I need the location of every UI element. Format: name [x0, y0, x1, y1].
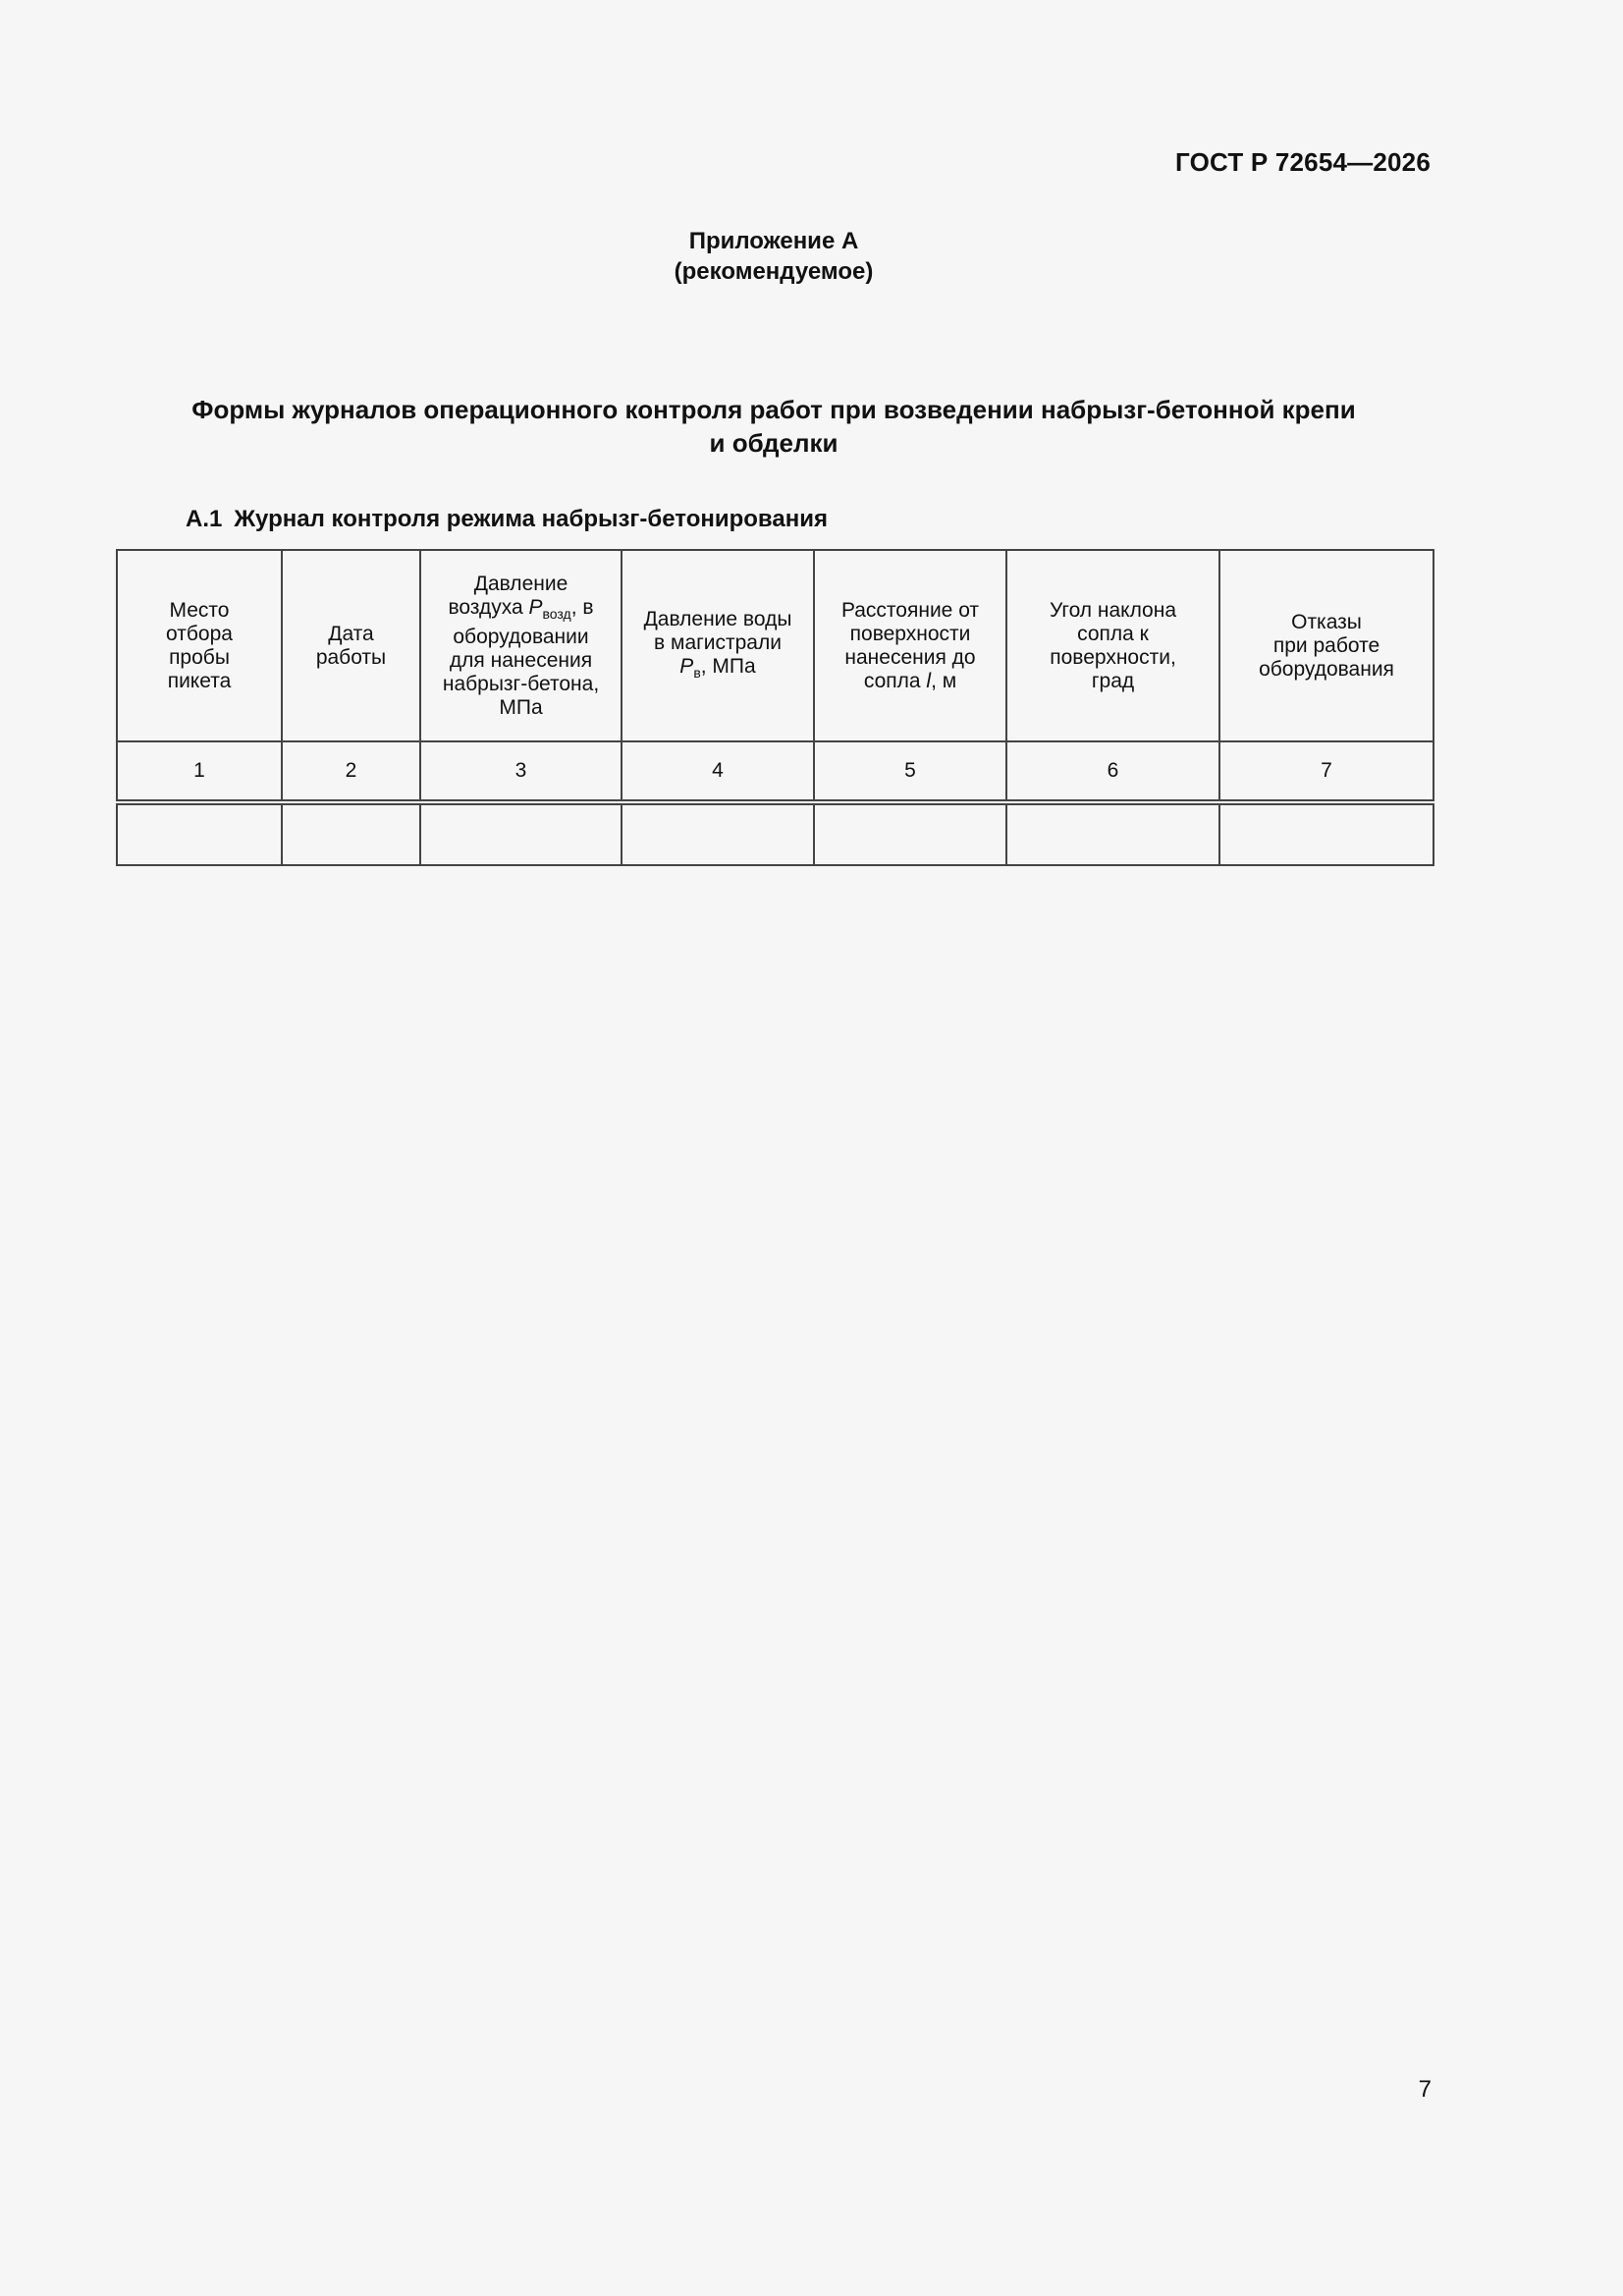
column-number: 4: [622, 741, 814, 802]
empty-cell: [1219, 802, 1434, 865]
section-title: [186, 506, 828, 533]
column-number: 1: [117, 741, 282, 802]
column-number: 3: [420, 741, 622, 802]
empty-cell: [282, 802, 420, 865]
empty-entry-row: [117, 802, 1434, 865]
appendix-title: Приложение А: [688, 228, 859, 254]
section-number: А.1: [186, 506, 223, 532]
empty-cell: [420, 802, 622, 865]
header-cell-water-pressure: Давление воды в магистрали $P_в$, МПа: [622, 550, 814, 741]
section-title-text: Журнал контроля режима набрызг-бетонирования: [234, 506, 828, 532]
table-header-row: [117, 550, 1434, 741]
column-number: 7: [1219, 741, 1434, 802]
header-cell-air-pressure: Давление воздуха $P_{возд}$, в оборудовании для нанесения набрызг-бетона, МПа: [420, 550, 622, 741]
header-cell-work-date: Дата работы: [282, 550, 420, 741]
empty-cell: [117, 802, 282, 865]
page-number: 7: [1418, 2076, 1432, 2103]
empty-cell: [814, 802, 1006, 865]
empty-cell: [622, 802, 814, 865]
empty-cell: [1006, 802, 1219, 865]
appendix-status: (рекомендуемое): [674, 258, 874, 285]
column-number: 6: [1006, 741, 1219, 802]
column-number: 2: [282, 741, 420, 802]
main-title-line-1: Формы журналов операционного контроля работ при возведении набрызг-бетонной крепи: [191, 395, 1356, 424]
appendix-heading: [0, 226, 1547, 287]
column-number: 5: [814, 741, 1006, 802]
document-code: ГОСТ Р 72654—2026: [1175, 147, 1431, 177]
column-number-row: [117, 741, 1434, 802]
journal-table: [116, 549, 1434, 866]
header-cell-nozzle-angle: Угол наклона сопла к поверхности, град: [1006, 550, 1219, 741]
header-cell-sampling-location: Место отбора пробы пикета: [117, 550, 282, 741]
main-title-line-2: и обделки: [709, 428, 839, 458]
header-cell-nozzle-distance: Расстояние от поверхности нанесения до сопла l, м: [814, 550, 1006, 741]
header-cell-equipment-failures: Отказы при работе оборудования: [1219, 550, 1434, 741]
main-title: [118, 393, 1430, 460]
